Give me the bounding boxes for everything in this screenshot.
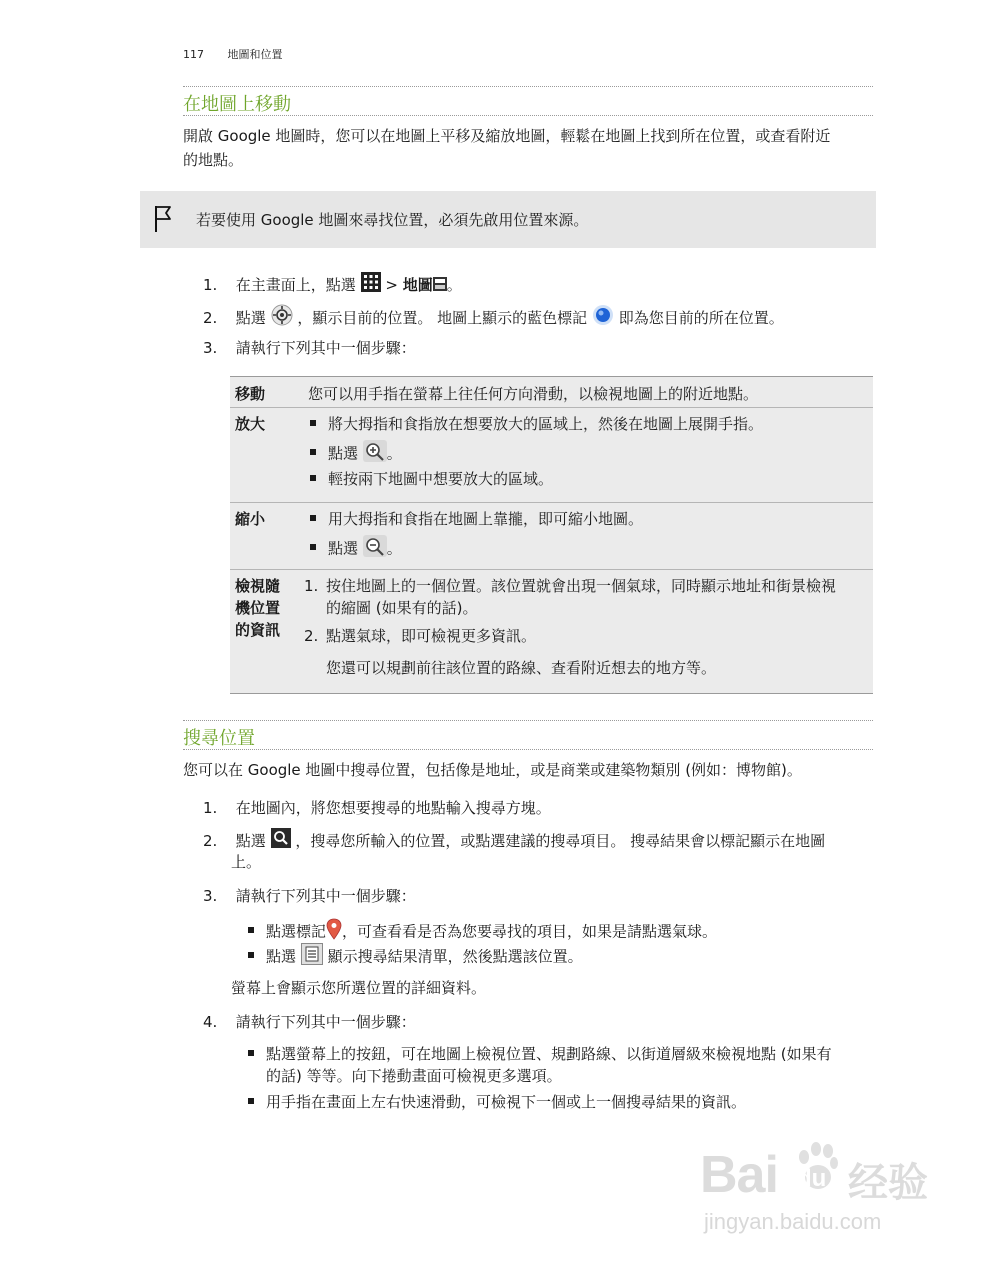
divider	[183, 86, 873, 87]
list-item-continued: 的縮圖 (如果有的話)。	[326, 599, 478, 617]
table-extra-note: 您還可以規劃前往該位置的路線、查看附近想去的地方等。	[326, 659, 717, 677]
list-item-continued: 的話) 等等。向下捲動畫面可檢視更多選項。	[266, 1067, 562, 1085]
section-heading-move: 在地圖上移動	[183, 94, 291, 115]
step-3: 3. 請執行下列其中一個步驟：	[203, 887, 416, 905]
note-text: 若要使用 Google 地圖來尋找位置，必須先啟用位置來源。	[196, 211, 589, 229]
section2-intro: 您可以在 Google 地圖中搜尋位置，包括像是地址，或是商業或建築物類別 (例如：博物館)。	[183, 761, 802, 779]
step-3-note: 螢幕上會顯示您所選位置的詳細資料。	[231, 979, 487, 997]
baidu-watermark: Bai du 经验 jingyan.baidu.com	[700, 1135, 940, 1245]
list-item: 點選標記 ，可查看看是否為您要尋找的項目，如果是請點選氣球。	[248, 918, 717, 946]
divider	[183, 720, 873, 721]
row-label-move: 移動	[235, 385, 266, 403]
note-box	[140, 191, 876, 248]
step-1: 1. 在地圖內，將您想要搜尋的地點輸入搜尋方塊。	[203, 799, 551, 817]
section1-intro: 開啟 Google 地圖時，您可以在地圖上平移及縮放地圖，輕鬆在地圖上找到所在位置，或查看附近 的地點。	[183, 127, 831, 169]
page-header	[183, 46, 283, 62]
row-label-view-info: 檢視隨 機位置 的資訊	[235, 577, 281, 639]
list-item: 1. 按住地圖上的一個位置。該位置就會出現一個氣球，同時顯示地址和街景檢視	[304, 577, 837, 595]
list-item: 用大拇指和食指在地圖上靠攏，即可縮小地圖。	[310, 508, 643, 530]
gesture-table	[230, 376, 873, 694]
list-item: 點選螢幕上的按鈕，可在地圖上檢視位置、規劃路線、以街道層級來檢視地點 (如果有	[248, 1043, 832, 1065]
step-3: 3. 請執行下列其中一個步驟：	[203, 339, 416, 357]
step-4: 4. 請執行下列其中一個步驟：	[203, 1013, 416, 1031]
page-number: 117	[183, 48, 204, 61]
flag-icon	[152, 204, 176, 234]
row-divider	[230, 569, 873, 570]
my-location-icon	[271, 304, 293, 333]
divider	[183, 749, 873, 750]
blue-marker-icon	[592, 304, 614, 333]
step-1: 1. 在主畫面上，點選 > 地圖 。	[203, 272, 462, 299]
search-icon	[271, 828, 291, 855]
divider	[183, 115, 873, 116]
step-2: 2. 點選 ，搜尋您所輸入的位置，或點選建議的搜尋項目。 搜尋結果會以標記顯示在地圖	[203, 828, 825, 855]
list-item: 用手指在畫面上左右快速滑動，可檢視下一個或上一個搜尋結果的資訊。	[248, 1091, 746, 1113]
zoom-in-icon	[363, 440, 387, 468]
step-2: 2. 點選 ，顯示目前的位置。 地圖上顯示的藍色標記 即為您目前的所在位置。	[203, 304, 784, 333]
row-divider	[230, 502, 873, 503]
list-item: 輕按兩下地圖中想要放大的區域。	[310, 468, 553, 490]
section-heading-search: 搜尋位置	[183, 728, 255, 749]
maps-icon	[433, 274, 447, 298]
row-divider	[230, 407, 873, 408]
list-item: 將大拇指和食指放在想要放大的區域上，然後在地圖上展開手指。	[310, 413, 763, 435]
apps-grid-icon	[361, 272, 381, 299]
step-2-continued: 上。	[231, 853, 262, 871]
map-pin-icon	[326, 918, 342, 946]
row-label-zoom-in: 放大	[235, 415, 266, 433]
list-item: 點選 。	[310, 440, 402, 468]
list-item: 2. 點選氣球，即可檢視更多資訊。	[304, 627, 537, 645]
row-text-move: 您可以用手指在螢幕上往任何方向滑動，以檢視地圖上的附近地點。	[308, 385, 759, 403]
chapter-title: 地圖和位置	[227, 48, 283, 61]
row-label-zoom-out: 縮小	[235, 510, 266, 528]
list-item: 點選 顯示搜尋結果清單，然後點選該位置。	[248, 943, 583, 971]
list-item: 點選 。	[310, 535, 402, 563]
zoom-out-icon	[363, 535, 387, 563]
list-icon	[301, 943, 323, 971]
